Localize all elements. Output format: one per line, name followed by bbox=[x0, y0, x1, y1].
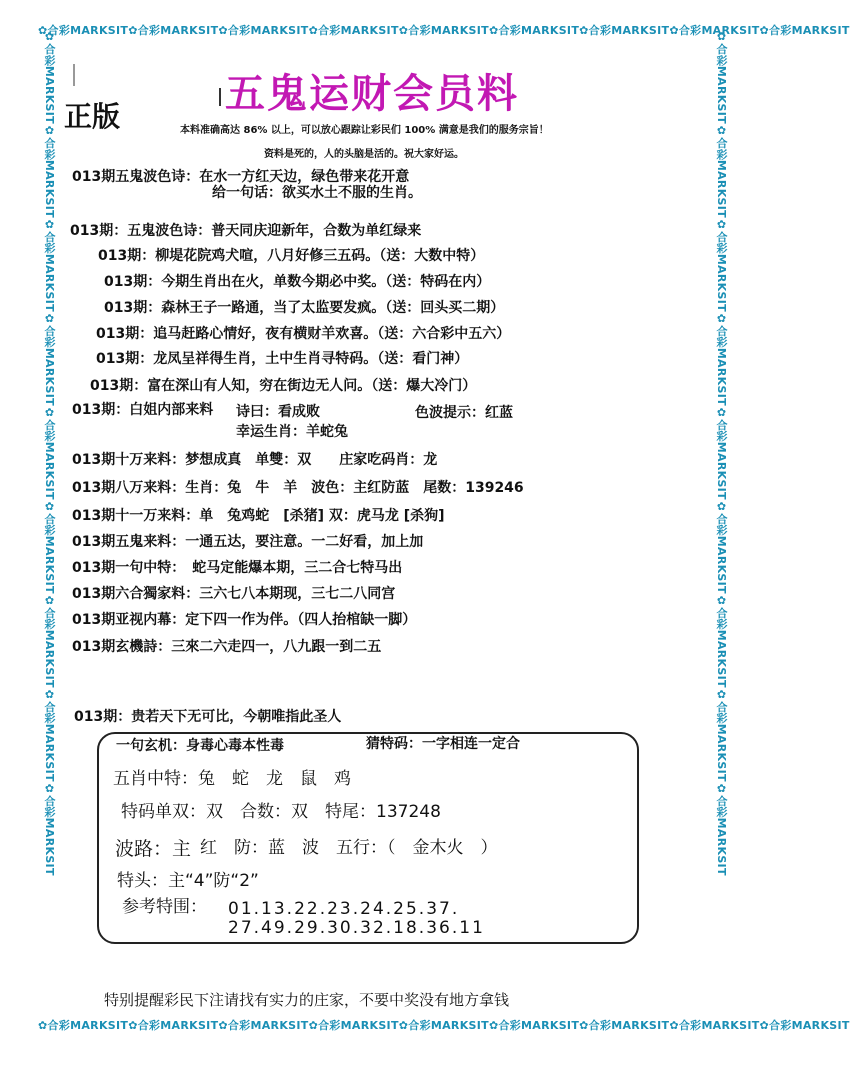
box-parity: 特码单双：双 合数：双 特尾：137248 bbox=[121, 802, 441, 822]
border-bottom: ✿合彩MARKSIT✿合彩MARKSIT✿合彩MARKSIT✿合彩MARKSIT✿合彩MARKSIT✿合彩MARKSIT✿合彩MARKSIT✿合彩MARKSIT✿合彩MARKSIT bbox=[38, 1019, 850, 1032]
crop-mark bbox=[73, 64, 75, 86]
box-riddle: 一句玄机：身毒心毒本性毒 bbox=[116, 738, 284, 754]
text-cursor bbox=[219, 88, 221, 106]
subtitle-luck: 资料是死的，人的头脑是活的。祝大家好运。 bbox=[264, 149, 464, 160]
box-five-zodiac: 五肖中特：兔 蛇 龙 鼠 鸡 bbox=[113, 769, 351, 789]
line-noble: 013期：贵若天下无可比，今朝唯指此圣人 bbox=[74, 709, 342, 725]
box-ref-numbers-1: 01.13.22.23.24.25.37. bbox=[228, 899, 460, 919]
box-wave-detail: 红 防：蓝 波 五行：（ 金木火 ） bbox=[200, 838, 498, 858]
insider-poem: 诗曰：看成败 bbox=[236, 404, 320, 420]
insider-color: 色波提示：红蓝 bbox=[415, 405, 513, 421]
line-exclusive: 013期六合獨家料：三六七八本期现，三七二八同宫 bbox=[72, 586, 396, 602]
subtitle-accuracy: 本料准确高达 86% 以上，可以放心跟踪让彩民们 100% 满意是我们的服务宗旨！ bbox=[180, 125, 549, 136]
box-head: 特头：主“4”防“2” bbox=[117, 871, 259, 891]
line-80k: 013期八万来料：生肖：兔 牛 羊 波色：主红防蓝 尾数：139246 bbox=[72, 480, 524, 496]
insider-lucky: 幸运生肖：羊蛇兔 bbox=[236, 424, 348, 440]
line-prediction-5: 013期：龙凤呈祥得生肖，土中生肖寻特码。（送：看门神） bbox=[96, 351, 469, 367]
line-atv: 013期亚视内幕：定下四一作为伴。（四人抬棺缺一脚） bbox=[72, 612, 417, 628]
box-ref-numbers-2: 27.49.29.30.32.18.36.11 bbox=[228, 918, 485, 938]
box-guess: 猜特码：一字相连一定合 bbox=[366, 736, 520, 752]
line-wave-poem: 013期：五鬼波色诗：普天同庆迎新年，合数为单红绿来 bbox=[70, 223, 422, 239]
box-ref-label: 参考特围： bbox=[122, 897, 207, 917]
line-prediction-4: 013期：追马赶路心情好，夜有横财羊欢喜。（送：六合彩中五六） bbox=[96, 326, 511, 342]
page-title: 五鬼运财会员料 bbox=[225, 70, 519, 117]
line-hint: 给一句话：欲买水土不服的生肖。 bbox=[212, 185, 422, 201]
line-prediction-1: 013期：柳堤花院鸡犬喧，八月好修三五码。（送：大数中特） bbox=[98, 248, 485, 264]
footer-reminder: 特别提醒彩民下注请找有实力的庄家，不要中奖没有地方拿钱 bbox=[104, 991, 510, 1009]
genuine-badge: 正版 bbox=[64, 100, 121, 133]
box-wave-main: 波路：主 bbox=[115, 838, 192, 860]
border-top: ✿合彩MARKSIT✿合彩MARKSIT✿合彩MARKSIT✿合彩MARKSIT✿合彩MARKSIT✿合彩MARKSIT✿合彩MARKSIT✿合彩MARKSIT✿合彩MARKSIT bbox=[38, 24, 850, 37]
border-right: ✿合彩MARKSIT✿合彩MARKSIT✿合彩MARKSIT✿合彩MARKSIT✿合彩MARKSIT✿合彩MARKSIT✿合彩MARKSIT✿合彩MARKSIT✿合彩MARKSIT bbox=[715, 30, 728, 876]
line-one-sentence: 013期一句中特： 蛇马定能爆本期，三二合七特马出 bbox=[72, 560, 403, 576]
line-prediction-3: 013期：森林王子一路通，当了太监要发疯。（送：回头买二期） bbox=[104, 300, 505, 316]
line-100k: 013期十万来料：梦想成真 单雙：双 庄家吃码肖：龙 bbox=[72, 452, 438, 468]
line-insider: 013期：白姐内部来料 bbox=[72, 402, 214, 418]
line-five-ghost: 013期五鬼来料：一通五达，要注意。一二好看，加上加 bbox=[72, 534, 424, 550]
line-mystic-poem: 013期玄機詩：三來二六走四一，八九跟一到二五 bbox=[72, 639, 382, 655]
line-prediction-2: 013期：今期生肖出在火，单数今期必中奖。（送：特码在内） bbox=[104, 274, 491, 290]
border-left: ✿合彩MARKSIT✿合彩MARKSIT✿合彩MARKSIT✿合彩MARKSIT✿合彩MARKSIT✿合彩MARKSIT✿合彩MARKSIT✿合彩MARKSIT✿合彩MARKSIT bbox=[43, 30, 56, 876]
line-prediction-6: 013期：富在深山有人知，穷在街边无人问。（送：爆大冷门） bbox=[90, 378, 477, 394]
line-110k: 013期十一万来料：单 兔鸡蛇 [杀猪] 双：虎马龙 [杀狗] bbox=[72, 508, 445, 524]
line-poem: 013期五鬼波色诗：在水一方红天边，绿色带来花开意 bbox=[72, 169, 410, 185]
